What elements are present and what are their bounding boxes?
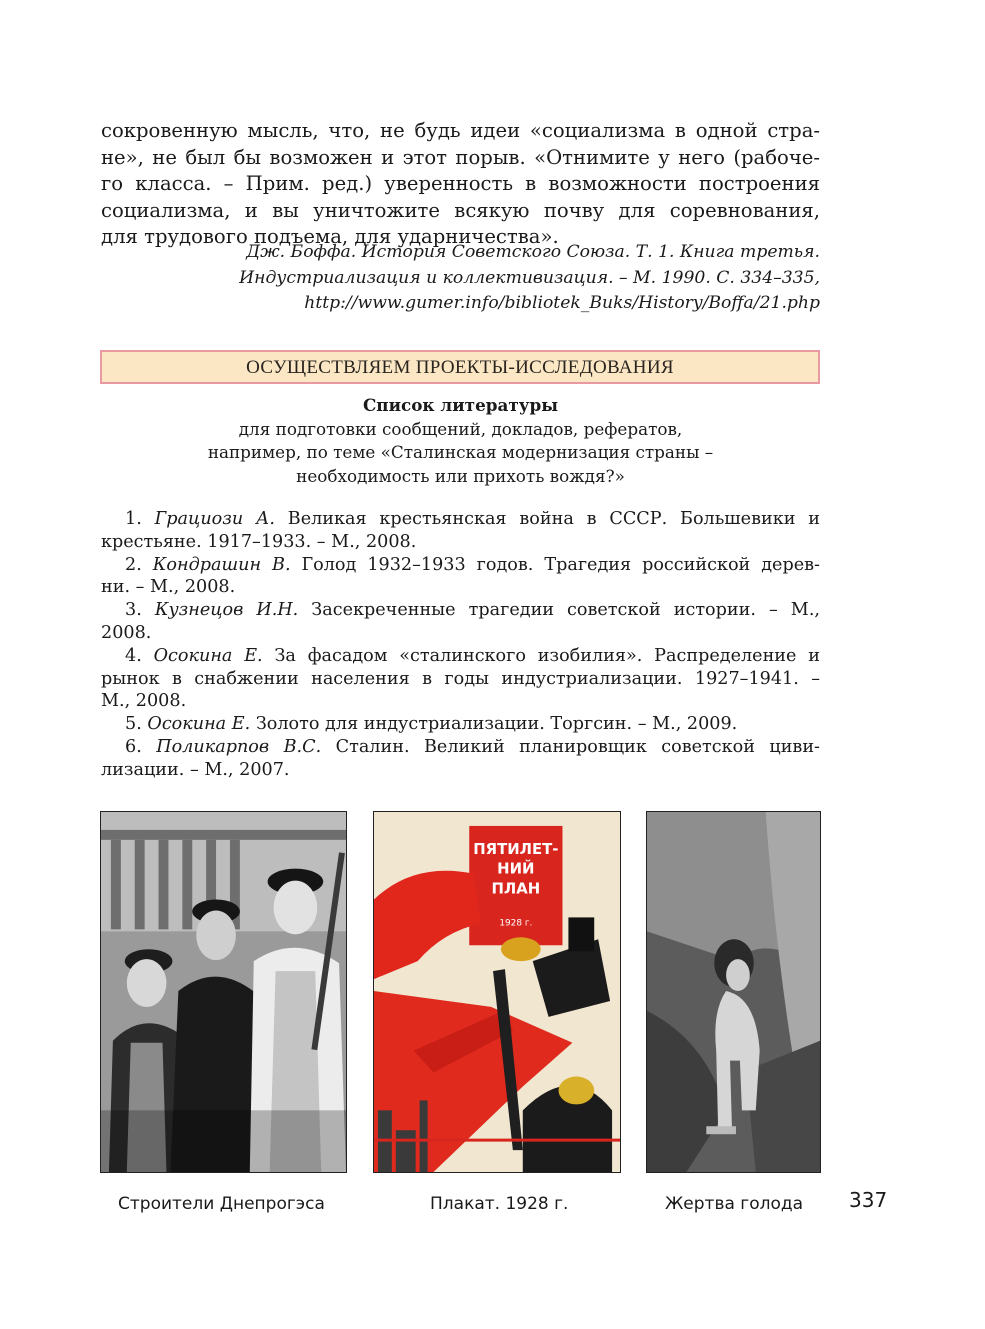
source-line: Индустриализация и коллективизация. – М. 1990. С. 334–335, [239,267,820,288]
item-text: За фасадом «сталинского изобилия». Распределение и [274,645,820,666]
item-author: Кузнецов И.Н. [154,600,299,621]
literature-title: Список литературы [362,395,559,415]
list-item [101,554,820,577]
source-citation [101,240,820,317]
caption-photo2: Плакат. 1928 г. [430,1194,569,1214]
builders-illustration [101,812,346,1172]
item-text: Золото для индустриализации. Торгсин. – М., 2009. [255,714,738,735]
item-text: Великая крестьянская война в СССР. Большевики и [287,509,820,529]
quote-line: не», не был бы возможен и этот порыв. «Отнимите у него (рабоче- [101,145,820,169]
list-item-continuation: лизации. – М., 2007. [101,759,290,780]
list-item [101,508,820,531]
item-number: 1. [125,509,142,529]
poster-title-line: ПЛАН [491,879,541,898]
quote-line: го класса. – Прим. ред.) уверенность в возможности построения [101,172,820,195]
section-banner-title: ОСУЩЕСТВЛЯЕМ ПРОЕКТЫ-ИССЛЕДОВАНИЯ [246,357,674,378]
item-number: 6. [125,736,142,757]
item-text: Сталин. Великий планировщик советской циви- [335,736,820,757]
photo-dneproges-builders [100,811,347,1173]
list-item-continuation: 2008. [101,622,152,643]
caption-photo3: Жертва голода [665,1194,804,1214]
photo-famine-victim [646,811,821,1173]
poster-title-line: ПЯТИЛЕТ- [473,839,559,858]
literature-list [101,508,820,782]
item-number: 5. [125,714,142,735]
literature-header [101,394,820,488]
list-item-continuation: ни. – М., 2008. [101,577,236,598]
list-item [101,736,820,759]
source-url: http://www.gumer.info/bibliotek_Buks/History/Boffa/21.php [304,293,820,313]
item-author: Грациози А. [154,509,275,529]
poster-title-line: НИЙ [497,859,535,878]
poster-illustration [374,812,620,1172]
list-item-continuation: М., 2008. [101,691,187,712]
source-line: Дж. Боффа. История Советского Союза. Т. 1. Книга третья. [246,242,820,262]
list-item-continuation: крестьяне. 1917–1933. – М., 2008. [101,531,417,552]
list-item [101,599,820,622]
item-text: Голод 1932–1933 годов. Трагедия российской дерев- [301,554,820,575]
quote-paragraph [101,118,820,251]
item-number: 4. [125,645,142,666]
quote-line: социализма, и вы уничтожите всякую почву для соревнования, [101,198,820,222]
list-item [101,645,820,668]
section-banner [100,350,820,384]
poster-year: 1928 г. [499,918,533,929]
item-text: Засекреченные трагедии советской истории. – М., [311,600,820,621]
item-author: Осокина Е. [147,714,251,735]
famine-illustration [647,812,820,1172]
item-author: Поликарпов В.С. [156,736,322,757]
caption-photo1: Строители Днепрогэса [118,1194,325,1214]
literature-subtitle-line: необходимость или прихоть вождя?» [296,465,625,486]
page-number: 337 [849,1188,888,1212]
quote-line: для трудового подъема, для ударничества». [101,225,559,248]
item-number: 2. [125,554,142,575]
item-author: Кондрашин В. [152,554,291,575]
list-item [101,713,820,736]
item-author: Осокина Е. [153,645,263,666]
poster-1928 [373,811,621,1173]
item-number: 3. [125,600,142,621]
literature-subtitle-line: например, по теме «Сталинская модернизация страны – [207,442,714,462]
literature-subtitle-line: для подготовки сообщений, докладов, рефератов, [238,418,683,439]
list-item-continuation: рынок в снабжении населения в годы индустриализации. 1927–1941. – [101,668,820,689]
quote-line: сокровенную мысль, что, не будь идеи «социализма в одной стра- [101,119,820,142]
